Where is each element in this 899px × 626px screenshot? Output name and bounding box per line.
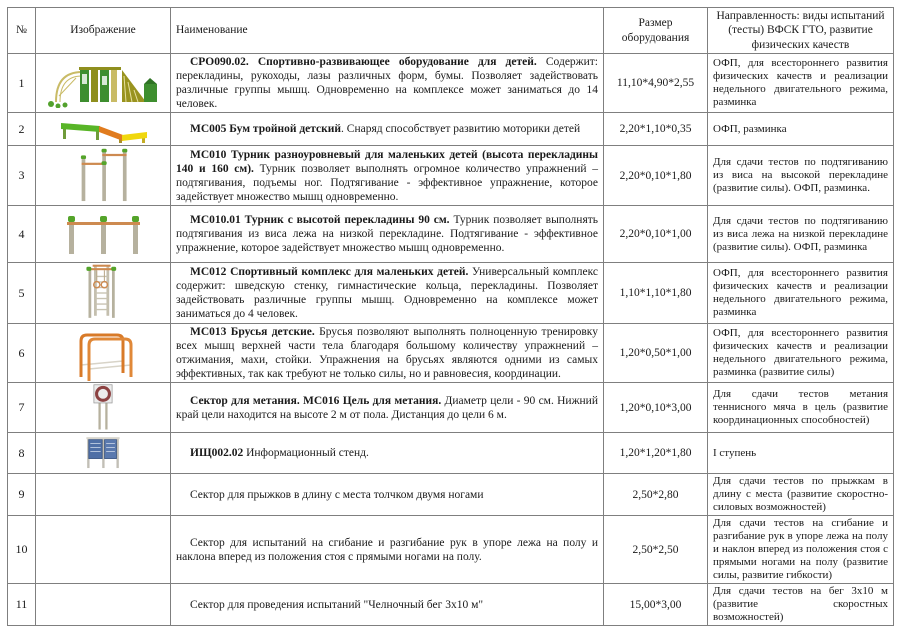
image-cell [36,263,171,324]
image-cell-empty [36,516,171,584]
table-row [8,113,894,146]
equipment-description [176,536,598,564]
equipment-name-text: Сектор для прыжков в длину с места толчком двумя ногами [190,488,484,501]
equipment-name-text: Турник позволяет выполнять подтягивания из виса лежа на низкой перекладине. Подтягивание - эффективное упражнение, которое задействует множество мышц одновременно. [176,214,599,255]
equipment-name-text: Информационный стенд. [243,447,369,460]
table-row [8,263,894,324]
name-cell [171,263,604,324]
table-row [8,54,894,113]
equipment-name-text: . Снаряд способствует развитию моторики детей [341,123,581,136]
row-number: 3 [8,146,36,206]
row-number: 7 [8,383,36,433]
name-cell [171,324,604,383]
equipment-name-text: Диаметр цели - 90 см. Нижний край цели находится на высоте 2 м от пола. Дистанция до цели 6 м. [176,394,598,421]
equipment-description [176,122,598,136]
table-row [8,474,894,516]
row-number: 1 [8,54,36,113]
sports-complex-swedish-wall-image [74,264,132,322]
triple-balance-beam-image [56,114,151,144]
equipment-name-bold: МС012 Спортивный комплекс для маленьких детей. [190,266,469,279]
size-cell: 2,50*2,50 [604,516,708,584]
col-header-size: Размер оборудования [604,8,708,54]
name-cell [171,54,604,113]
name-cell [171,474,604,516]
col-header-name: Наименование [171,8,604,54]
size-cell: 1,10*1,10*1,80 [604,263,708,324]
image-cell [36,206,171,263]
row-number: 5 [8,263,36,324]
equipment-name-text: Сектор для проведения испытаний "Челночный бег 3х10 м" [190,598,484,611]
equipment-name-text: Турник позволяет выполнять огромное количество упражнений – подтягивания, подъемы ног. Подтягивание - эффективное упражнение, которое задействует множество мышц одновременно. [176,162,598,203]
table-row [8,383,894,433]
image-cell [36,54,171,113]
header-row [8,8,894,54]
playground-complex-image [46,58,161,108]
size-cell: 2,20*1,10*0,35 [604,113,708,146]
equipment-name-text: Содержит: перекладины, рукоходы, лазы различных форм, бумы. Позволяет задействовать различные группы мышц. Одновременно на комплексе может заниматься до 14 человек. [176,56,598,111]
image-cell [36,324,171,383]
size-cell: 2,20*0,10*1,00 [604,206,708,263]
equipment-description [176,488,598,502]
equipment-table [7,7,894,626]
equipment-name-bold: Сектор для метания. МС016 Цель для метания. [190,394,442,407]
equipment-name-text: Универсальный комплекс содержит: шведскую стенку, гимнастические кольца, перекладины. Позволяет задействовать различные группы мышц. Одновременно на комплексе может заниматься до 4 человек. [176,266,598,321]
direction-cell: ОФП, для всестороннего развития физических качеств и реализации недельного двигательного режима, разминка [708,54,894,113]
name-cell [171,206,604,263]
low-pullup-bar-image [61,212,146,256]
table-row [8,516,894,584]
equipment-name-bold: МС010.01 Турник с высотой перекладины 90 см. [190,214,450,227]
direction-cell: Для сдачи тестов по подтягиванию из виса лежа на низкой перекладине (развитие силы). ОФП, разминка [708,206,894,263]
direction-cell: Для сдачи тестов по прыжкам в длину с места (развитие скоростно-силовых возможностей) [708,474,894,516]
direction-cell: Для сдачи тестов по подтягиванию из виса на высокой перекладине (развитие силы). ОФП, разминка. [708,146,894,206]
name-cell [171,146,604,206]
row-number: 4 [8,206,36,263]
col-header-direction: Направленность: виды испытаний (тесты) ВФСК ГТО, развитие физических качеств [708,8,894,54]
row-number: 2 [8,113,36,146]
kids-parallel-bars-image [71,325,135,381]
equipment-name-text: Сектор для испытаний на сгибание и разгибание рук в упоре лежа на полу и наклона вперед из положения стоя с прямыми ногами на полу. [176,536,598,563]
equipment-name-bold: ИЩ002.02 [190,447,244,460]
name-cell [171,113,604,146]
information-stand-image [74,434,132,472]
row-number: 11 [8,584,36,626]
direction-cell: ОФП, для всестороннего развития физических качеств и реализации недельного двигательного режима, разминка [708,263,894,324]
equipment-name-bold: МС010 Турник разноуровневый для маленьких детей (высота перекладины 140 и 160 см). [176,148,598,175]
multi-level-pullup-bars-image [63,148,143,204]
equipment-description [176,325,598,381]
direction-cell: I ступень [708,433,894,474]
direction-cell: ОФП, разминка [708,113,894,146]
equipment-name-bold: МС013 Брусья детские. [190,326,315,339]
direction-cell: Для сдачи тестов на сгибание и разгибание рук в упоре лежа на полу и наклон вперед из положения стоя с прямыми ногами на полу (развитие силы, развитие гибкости) [708,516,894,584]
equipment-name-bold: МС005 Бум тройной детский [190,123,342,136]
direction-cell: Для сдачи тестов на бег 3х10 м (развитие скоростных возможностей) [708,584,894,626]
equipment-description [176,446,598,460]
equipment-description [176,598,598,612]
size-cell: 1,20*1,20*1,80 [604,433,708,474]
equipment-description [176,213,598,255]
row-number: 6 [8,324,36,383]
equipment-description [176,394,598,422]
name-cell [171,433,604,474]
image-cell [36,383,171,433]
col-header-image: Изображение [36,8,171,54]
equipment-name-text: Брусья позволяют выполнять полноценную тренировку всех мышц верхней части тела благодаря большому количеству упражнений – отжимания, махи, стойки. Упражнения на брусьях являются одними из самых эффективных, так как требуют не только силы, но и равновесия, координации. [176,326,598,381]
size-cell: 11,10*4,90*2,55 [604,54,708,113]
image-cell [36,113,171,146]
row-number: 9 [8,474,36,516]
size-cell: 2,50*2,80 [604,474,708,516]
image-cell [36,146,171,206]
table-row [8,324,894,383]
row-number: 8 [8,433,36,474]
image-cell [36,433,171,474]
row-number: 10 [8,516,36,584]
size-cell: 15,00*3,00 [604,584,708,626]
table-row [8,206,894,263]
name-cell [171,383,604,433]
equipment-description [176,265,598,321]
size-cell: 2,20*0,10*1,80 [604,146,708,206]
size-cell: 1,20*0,50*1,00 [604,324,708,383]
equipment-description [176,148,598,204]
equipment-description [176,55,598,111]
direction-cell: ОФП, для всестороннего развития физических качеств и реализации недельного двигательного режима, разминка (развитие силы) [708,324,894,383]
equipment-name-bold: СРО090.02. Спортивно-развивающее оборудование для детей. [190,56,537,69]
name-cell [171,516,604,584]
throwing-target-image [86,384,120,431]
col-header-number: № [8,8,36,54]
size-cell: 1,20*0,10*3,00 [604,383,708,433]
image-cell-empty [36,474,171,516]
table-row [8,146,894,206]
direction-cell: Для сдачи тестов метания теннисного мяча в цель (развитие координационных способностей) [708,383,894,433]
table-row [8,433,894,474]
